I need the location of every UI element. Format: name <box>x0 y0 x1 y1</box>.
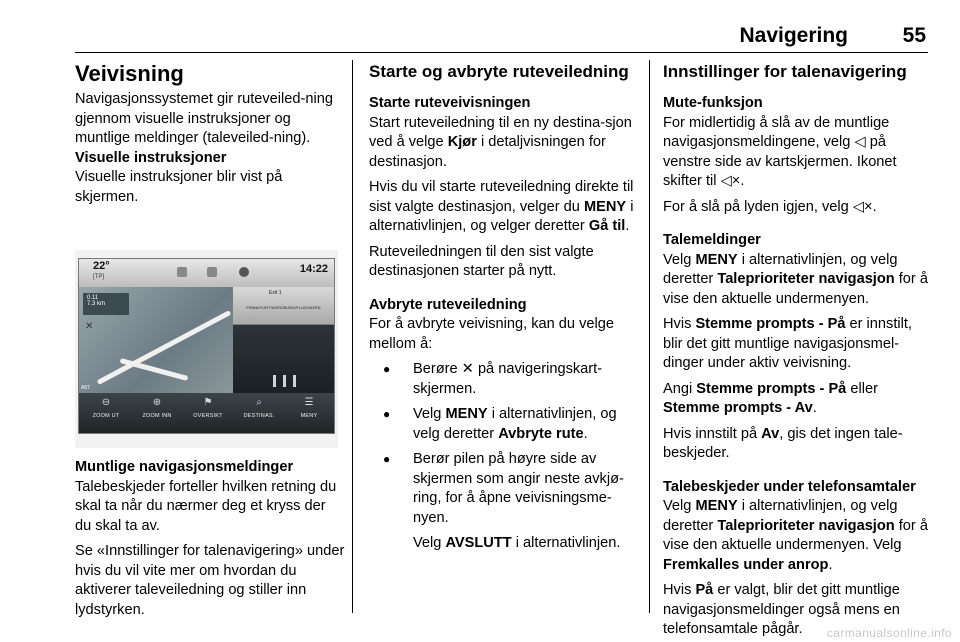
clock-readout: 14:22 <box>299 263 328 275</box>
paragraph: Talebeskjeder forteller hvilken retning du skal ta når du nærmer deg et kryss der du skal ta av. <box>75 478 337 534</box>
zoom-in-button[interactable]: ⊕ ZOOM INN <box>132 395 182 431</box>
music-icon <box>177 267 187 277</box>
close-icon: ✕ <box>461 361 474 377</box>
watermark: carmanualsonline.info <box>826 626 952 640</box>
paragraph: Velg MENY i alternativlinjen, og velg deretter Taleprioriteter navigasjon for å vise den aktuelle undermenyen. <box>663 251 928 307</box>
destination-button[interactable]: ⌕ DESTINAS. <box>234 395 284 431</box>
page-header <box>75 24 928 50</box>
column-voice <box>75 458 345 620</box>
chapter-title: Navigering <box>739 24 848 47</box>
column-guidance <box>75 60 345 207</box>
search-icon: ⌕ <box>256 397 262 408</box>
subsection-title: Starte ruteveivisningen <box>369 95 531 111</box>
menu-icon: ☰ <box>304 397 314 408</box>
option-bar <box>79 393 334 433</box>
flag-icon: ⚑ <box>203 397 213 408</box>
paragraph: For midlertidig å slå av de muntlige navigasjonsmeldingene, velg ◁ på venstre side av kartskjermen. Ikonet skifter til ◁×. <box>663 114 897 189</box>
paragraph: For å slå på lyden igjen, velg ◁×. <box>663 198 877 215</box>
list-item: ● Berør pilen på høyre side av skjermen som angir neste avkjø-ring, for å åpne veivisningsme-nyen. <box>369 450 639 528</box>
subsection-title: Mute-funksjon <box>663 95 763 111</box>
column-voice-settings <box>663 60 928 640</box>
subsection-title: Visuelle instruksjoner <box>75 149 227 166</box>
lane-arrow-icon <box>273 375 276 387</box>
section-title: Starte og avbryte ruteveiledning <box>369 62 629 81</box>
zoom-in-icon: ⊕ <box>152 397 162 408</box>
tp-indicator: [TP] <box>93 274 105 280</box>
paragraph: Visuelle instruksjoner blir vist på skjermen. <box>75 169 283 205</box>
phone-icon <box>207 267 217 277</box>
subsection-title: Avbryte ruteveiledning <box>369 296 527 313</box>
subsection-title: Talemeldinger <box>663 232 761 248</box>
map-road <box>120 358 189 381</box>
zoom-out-button[interactable]: ⊖ ZOOM UT <box>81 395 131 431</box>
infotainment-screen <box>78 258 335 434</box>
section-title: Veivisning <box>75 61 184 86</box>
list-item: ● Velg MENY i alternativlinjen, og velg deretter Avbryte rute. <box>369 405 639 444</box>
street-name: A57 <box>81 385 90 391</box>
menu-button[interactable]: ☰ MENY <box>284 395 334 431</box>
paragraph: Se «Innstillinger for talenavigering» under hvis du vil vite mer om hvordan du aktiverer taleveiledning og stiller inn lydstyrken. <box>75 543 345 618</box>
page-number: 55 <box>902 24 926 47</box>
paragraph: Velg MENY i alternativlinjen, og velg deretter Taleprioriteter navigasjon for å vise den aktuelle undermenyen. Velg Fremkalles under anrop. <box>663 498 928 573</box>
paragraph: Hvis du vil starte ruteveiledning direkte til sist valgte destinasjon, velger du MENY i alternativlinjen, og velger deretter Gå til. <box>369 179 634 234</box>
column-start-stop <box>369 60 639 554</box>
paragraph: Hvis Stemme prompts - På er innstilt, blir det gitt muntlige navigasjonsmel-dinger under aktiv veivisning. <box>663 316 912 371</box>
lane-arrow-icon <box>293 375 296 387</box>
column-divider <box>352 60 353 613</box>
distance-readout: 7.3 km <box>87 301 106 307</box>
map-view[interactable] <box>79 287 233 393</box>
destination-sign: FRANKFURT/WÜRZBURG/FLUGHAFEN <box>246 305 321 310</box>
status-bar <box>79 259 334 287</box>
distance-readout: 0.11 <box>87 295 99 301</box>
speaker-muted-icon: ◁× <box>720 173 741 189</box>
list-item: ● Berøre ✕ på navigeringskart-skjermen. <box>369 360 639 399</box>
zoom-out-icon: ⊖ <box>101 397 111 408</box>
temperature-readout: 22° <box>93 260 110 272</box>
list-item-continuation: Velg AVSLUTT i alternativlinjen. <box>413 535 621 551</box>
intro-paragraph: Navigasjonssystemet gir ruteveiled-ning gjennom visuelle instruksjoner og muntlige meldinger (taleveiled-ning). <box>75 91 333 146</box>
exit-label: Exit 1 <box>269 290 282 296</box>
navigation-screen-figure <box>75 250 338 448</box>
paragraph: Start ruteveiledning til en ny destina-sjon ved å velge Kjør i detaljvisningen for destinasjon. <box>369 114 632 170</box>
distance-panel <box>83 293 129 315</box>
subsection-title: Talebeskjeder under telefonsamtaler <box>663 478 916 495</box>
paragraph: Hvis På er valgt, blir det gitt muntlige navigasjonsmeldinger også mens en telefonsamtale pågår. <box>663 582 900 637</box>
overview-button[interactable]: ⚑ OVERSIKT <box>183 395 233 431</box>
subsection-title: Muntlige navigasjonsmeldinger <box>75 459 294 475</box>
header-divider <box>75 52 928 53</box>
paragraph: Angi Stemme prompts - På eller Stemme prompts - Av. <box>663 380 878 416</box>
speaker-muted-icon: ◁× <box>852 198 873 215</box>
section-title: Innstillinger for talenavigering <box>663 62 907 81</box>
close-icon[interactable]: ✕ <box>85 321 94 332</box>
speaker-icon: ◁ <box>854 134 866 150</box>
junction-view[interactable] <box>233 287 334 393</box>
paragraph: For å avbryte veivisning, kan du velge mellom å: <box>369 316 614 352</box>
paragraph: Ruteveiledningen til den sist valgte destinasjonen starter på nytt. <box>369 243 594 279</box>
column-divider <box>649 60 650 613</box>
lane-arrow-icon <box>283 375 286 387</box>
nav-icon <box>239 267 249 277</box>
paragraph: Hvis innstilt på Av, gis det ingen tale-beskjeder. <box>663 425 903 461</box>
